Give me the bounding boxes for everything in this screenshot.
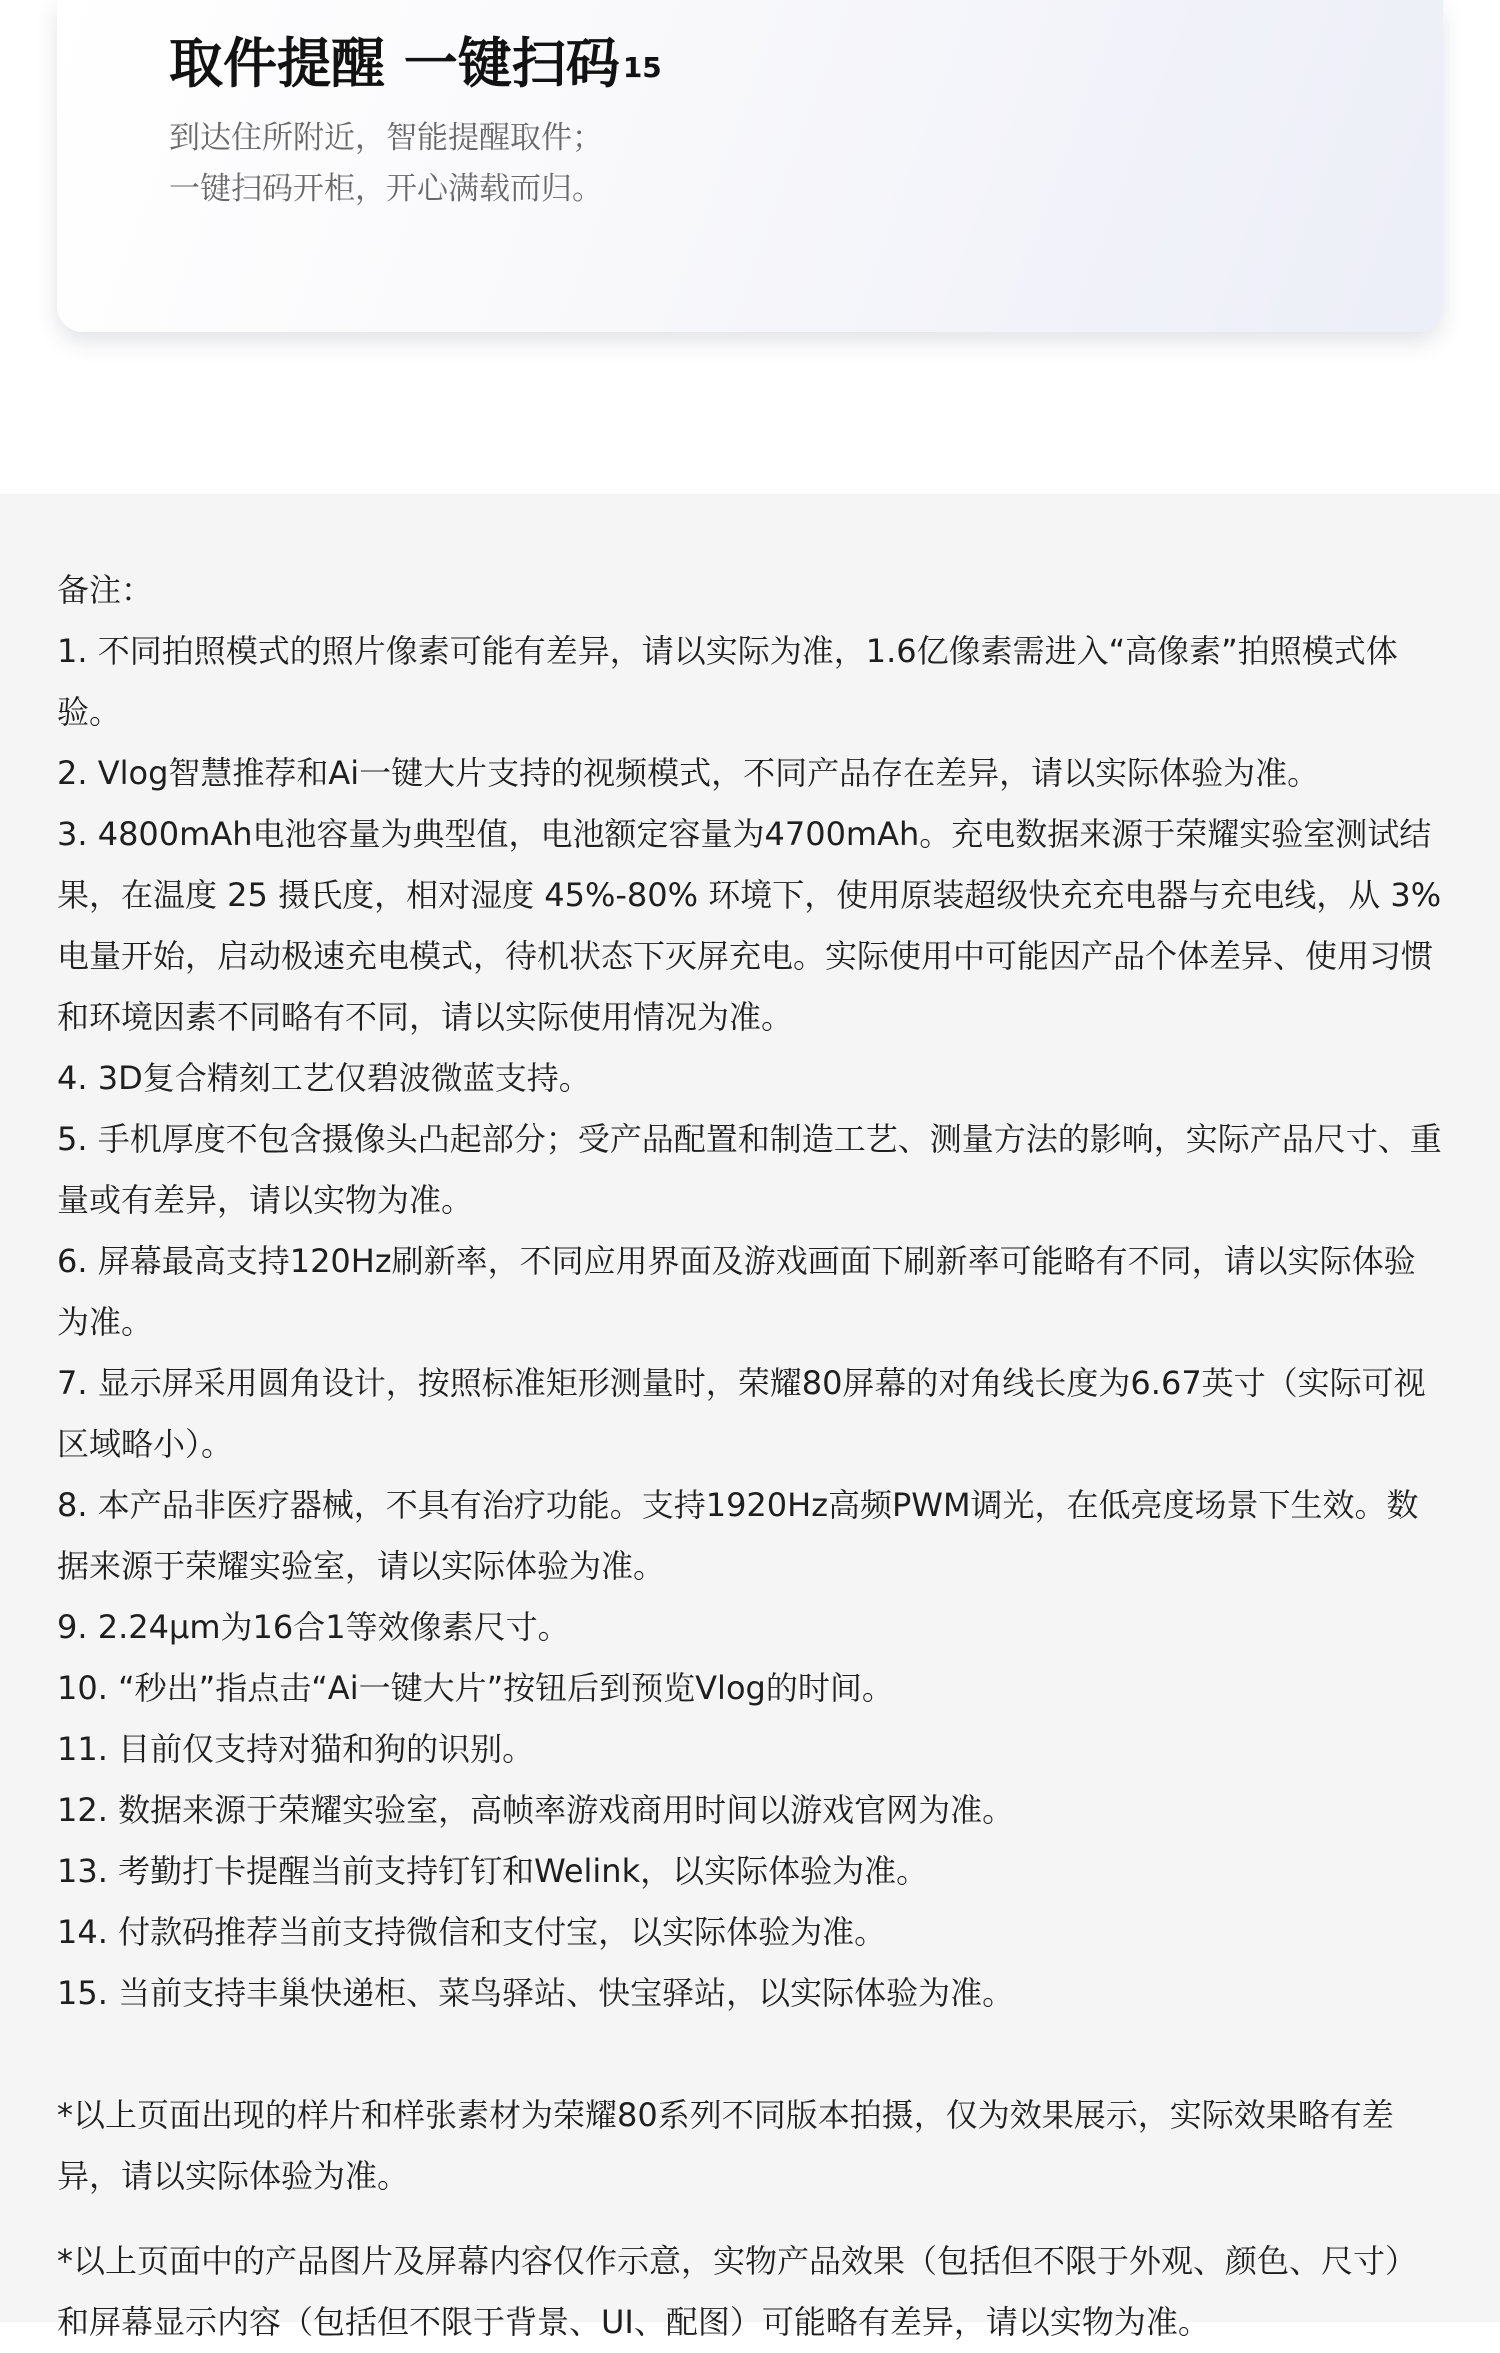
feature-description-line: 一键扫码开柜，开心满载而归。 xyxy=(169,171,603,207)
footnote-reference: 15 xyxy=(622,51,662,84)
feature-title-text: 取件提醒 一键扫码 xyxy=(169,32,620,95)
notes-title: 备注： xyxy=(57,571,154,609)
product-image-disclaimer: *以上页面中的产品图片及屏幕内容仅作示意，实物产品效果（包括但不限于外观、颜色、尺寸）和屏幕显示内容（包括但不限于背景、UI、配图）可能略有差异，请以实物为准。 xyxy=(57,2242,1418,2341)
note-item: 3. 4800mAh电池容量为典型值，电池额定容量为4700mAh。充电数据来源于荣耀实验室测试结果，在温度 25 摄氏度，相对湿度 45%-80% 环境下，使用原装超级快充充电器与充电线，从 3% 电量开始，启动极速充电模式，待机状态下灭屏充电。实际使用中可能因产品个体差异、使用习惯和环境因素不同略有不同，请以实际使用情况为准。 xyxy=(57,815,1442,1036)
notes-list xyxy=(57,621,1447,2024)
feature-description xyxy=(169,113,603,215)
notes-content xyxy=(57,560,1447,2353)
feature-description-line: 到达住所附近，智能提醒取件； xyxy=(169,120,603,156)
note-item: 5. 手机厚度不包含摄像头凸起部分；受产品配置和制造工艺、测量方法的影响，实际产品尺寸、重量或有差异，请以实物为准。 xyxy=(57,1120,1442,1219)
feature-title xyxy=(169,28,662,100)
notes-section xyxy=(0,494,1500,2341)
sample-image-disclaimer: *以上页面出现的样片和样张素材为荣耀80系列不同版本拍摄，仅为效果展示，实际效果略有差异，请以实际体验为准。 xyxy=(57,2096,1394,2195)
note-item: 11. 目前仅支持对猫和狗的识别。 xyxy=(57,1730,535,1768)
feature-section xyxy=(0,0,1500,494)
note-item: 9. 2.24μm为16合1等效像素尺寸。 xyxy=(57,1608,570,1646)
note-item: 1. 不同拍照模式的照片像素可能有差异，请以实际为准，1.6亿像素需进入“高像素”拍照模式体验。 xyxy=(57,632,1398,731)
note-item: 15. 当前支持丰巢快递柜、菜鸟驿站、快宝驿站，以实际体验为准。 xyxy=(57,1974,1015,2012)
note-item: 2. Vlog智慧推荐和Ai一键大片支持的视频模式，不同产品存在差异，请以实际体验为准。 xyxy=(57,754,1320,792)
note-item: 12. 数据来源于荣耀实验室，高帧率游戏商用时间以游戏官网为准。 xyxy=(57,1791,1015,1829)
note-item: 4. 3D复合精刻工艺仅碧波微蓝支持。 xyxy=(57,1059,591,1097)
note-item: 7. 显示屏采用圆角设计，按照标准矩形测量时，荣耀80屏幕的对角线长度为6.67英寸（实际可视区域略小）。 xyxy=(57,1364,1426,1463)
pickup-reminder-card xyxy=(57,0,1443,332)
note-item: 13. 考勤打卡提醒当前支持钉钉和Welink，以实际体验为准。 xyxy=(57,1852,929,1890)
note-item: 6. 屏幕最高支持120Hz刷新率，不同应用界面及游戏画面下刷新率可能略有不同，请以实际体验为准。 xyxy=(57,1242,1416,1341)
note-item: 8. 本产品非医疗器械，不具有治疗功能。支持1920Hz高频PWM调光，在低亮度场景下生效。数据来源于荣耀实验室，请以实际体验为准。 xyxy=(57,1486,1419,1585)
note-item: 14. 付款码推荐当前支持微信和支付宝，以实际体验为准。 xyxy=(57,1913,887,1951)
note-item: 10. “秒出”指点击“Ai一键大片”按钮后到预览Vlog的时间。 xyxy=(57,1669,894,1707)
